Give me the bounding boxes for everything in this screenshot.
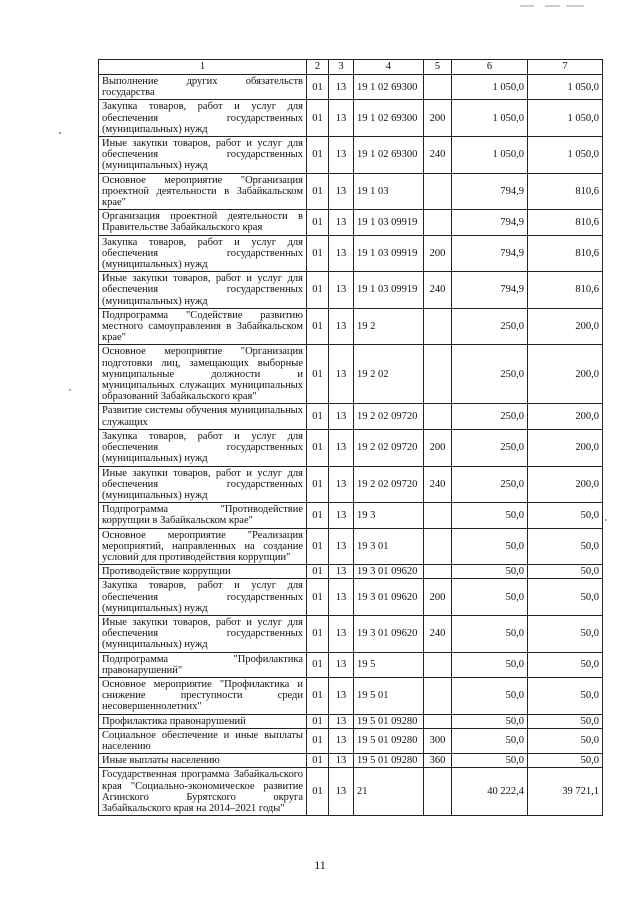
row-name: Иные выплаты населению — [99, 754, 307, 768]
row-name: Иные закупки товаров, работ и услуг для обеспечения государственных (муниципальных) нужд — [99, 272, 307, 309]
amount-year-2: 810,6 — [528, 235, 603, 272]
amount-year-1: 50,0 — [452, 677, 528, 714]
column-header: 3 — [329, 60, 354, 75]
target-article-code: 19 1 02 69300 — [354, 137, 424, 174]
target-article-code: 19 1 03 — [354, 173, 424, 210]
column-header: 5 — [424, 60, 452, 75]
target-article-code: 19 1 03 09919 — [354, 272, 424, 309]
subsection-code: 13 — [329, 466, 354, 503]
amount-year-2: 50,0 — [528, 728, 603, 753]
amount-year-2: 810,6 — [528, 173, 603, 210]
table-row — [99, 173, 603, 210]
section-code: 01 — [307, 272, 329, 309]
table-row — [99, 579, 603, 616]
expense-type-code: 200 — [424, 100, 452, 137]
subsection-code: 13 — [329, 677, 354, 714]
row-name: Основное мероприятие "Реализация мероприятий, направленных на создание условий для противодействия коррупции" — [99, 528, 307, 565]
section-code: 01 — [307, 210, 329, 235]
section-code: 01 — [307, 404, 329, 429]
amount-year-2: 200,0 — [528, 345, 603, 404]
table-row — [99, 137, 603, 174]
expense-type-code — [424, 565, 452, 579]
amount-year-1: 1 050,0 — [452, 100, 528, 137]
target-article-code: 19 1 03 09919 — [354, 235, 424, 272]
row-name: Основное мероприятие "Профилактика и снижение преступности среди несовершеннолетних" — [99, 677, 307, 714]
amount-year-1: 794,9 — [452, 210, 528, 235]
expense-type-code: 240 — [424, 615, 452, 652]
amount-year-2: 50,0 — [528, 503, 603, 528]
expense-type-code — [424, 404, 452, 429]
table-row — [99, 235, 603, 272]
row-name: Закупка товаров, работ и услуг для обеспечения государственных (муниципальных) нужд — [99, 429, 307, 466]
amount-year-1: 50,0 — [452, 503, 528, 528]
target-article-code: 19 3 — [354, 503, 424, 528]
subsection-code: 13 — [329, 404, 354, 429]
section-code: 01 — [307, 768, 329, 816]
column-header: 1 — [99, 60, 307, 75]
subsection-code: 13 — [329, 728, 354, 753]
subsection-code: 13 — [329, 429, 354, 466]
subsection-code: 13 — [329, 210, 354, 235]
amount-year-1: 50,0 — [452, 579, 528, 616]
amount-year-2: 39 721,1 — [528, 768, 603, 816]
section-code: 01 — [307, 100, 329, 137]
expense-type-code: 200 — [424, 429, 452, 466]
amount-year-1: 250,0 — [452, 429, 528, 466]
target-article-code: 19 2 — [354, 308, 424, 345]
expense-type-code: 200 — [424, 235, 452, 272]
budget-table — [98, 59, 603, 816]
table-row — [99, 308, 603, 345]
table-row — [99, 210, 603, 235]
amount-year-1: 1 050,0 — [452, 137, 528, 174]
subsection-code: 13 — [329, 579, 354, 616]
subsection-code: 13 — [329, 528, 354, 565]
subsection-code: 13 — [329, 173, 354, 210]
subsection-code: 13 — [329, 75, 354, 100]
section-code: 01 — [307, 345, 329, 404]
amount-year-2: 50,0 — [528, 754, 603, 768]
table-row — [99, 677, 603, 714]
row-name: Организация проектной деятельности в Правительстве Забайкальского края — [99, 210, 307, 235]
section-code: 01 — [307, 466, 329, 503]
section-code: 01 — [307, 75, 329, 100]
target-article-code: 19 1 02 69300 — [354, 75, 424, 100]
subsection-code: 13 — [329, 652, 354, 677]
table-row — [99, 615, 603, 652]
target-article-code: 19 5 01 09280 — [354, 714, 424, 728]
table-row — [99, 429, 603, 466]
table-row — [99, 528, 603, 565]
page-number: 11 — [314, 858, 326, 872]
expense-type-code — [424, 768, 452, 816]
target-article-code: 19 2 02 09720 — [354, 429, 424, 466]
row-name: Социальное обеспечение и иные выплаты населению — [99, 728, 307, 753]
amount-year-2: 50,0 — [528, 714, 603, 728]
expense-type-code — [424, 652, 452, 677]
row-name: Подпрограмма "Противодействие коррупции в Забайкальском крае" — [99, 503, 307, 528]
subsection-code: 13 — [329, 714, 354, 728]
target-article-code: 19 3 01 09620 — [354, 565, 424, 579]
row-name: Закупка товаров, работ и услуг для обеспечения государственных (муниципальных) нужд — [99, 100, 307, 137]
subsection-code: 13 — [329, 503, 354, 528]
target-article-code: 19 1 03 09919 — [354, 210, 424, 235]
column-number-row — [99, 60, 603, 75]
amount-year-2: 200,0 — [528, 404, 603, 429]
row-name: Государственная программа Забайкальского края "Социально-экономическое развитие Агинского Бурятского округа Забайкальского края на 2014–2021 годы" — [99, 768, 307, 816]
amount-year-1: 50,0 — [452, 728, 528, 753]
row-name: Закупка товаров, работ и услуг для обеспечения государственных (муниципальных) нужд — [99, 235, 307, 272]
expense-type-code — [424, 173, 452, 210]
target-article-code: 19 3 01 09620 — [354, 615, 424, 652]
amount-year-2: 50,0 — [528, 615, 603, 652]
section-code: 01 — [307, 173, 329, 210]
table-row — [99, 565, 603, 579]
amount-year-2: 50,0 — [528, 677, 603, 714]
expense-type-code — [424, 503, 452, 528]
expense-type-code — [424, 75, 452, 100]
row-name: Подпрограмма "Содействие развитию местного самоуправления в Забайкальском крае" — [99, 308, 307, 345]
amount-year-1: 250,0 — [452, 308, 528, 345]
column-header: 6 — [452, 60, 528, 75]
amount-year-2: 50,0 — [528, 579, 603, 616]
amount-year-1: 794,9 — [452, 272, 528, 309]
section-code: 01 — [307, 579, 329, 616]
target-article-code: 19 5 01 09280 — [354, 728, 424, 753]
row-name: Иные закупки товаров, работ и услуг для обеспечения государственных (муниципальных) нужд — [99, 137, 307, 174]
target-article-code: 19 2 02 09720 — [354, 466, 424, 503]
table-row — [99, 75, 603, 100]
amount-year-1: 50,0 — [452, 528, 528, 565]
amount-year-1: 1 050,0 — [452, 75, 528, 100]
subsection-code: 13 — [329, 565, 354, 579]
amount-year-1: 250,0 — [452, 345, 528, 404]
section-code: 01 — [307, 565, 329, 579]
amount-year-2: 810,6 — [528, 210, 603, 235]
amount-year-1: 794,9 — [452, 173, 528, 210]
subsection-code: 13 — [329, 754, 354, 768]
row-name: Иные закупки товаров, работ и услуг для обеспечения государственных (муниципальных) нужд — [99, 615, 307, 652]
amount-year-2: 1 050,0 — [528, 137, 603, 174]
row-name: Основное мероприятие "Организация проектной деятельности в Забайкальском крае" — [99, 173, 307, 210]
expense-type-code — [424, 714, 452, 728]
table-row — [99, 652, 603, 677]
column-header: 7 — [528, 60, 603, 75]
row-name: Основное мероприятие "Организация подготовки лиц, замещающих выборные муниципальные должности и муниципальных служащих муниципальных образований Забайкальского края" — [99, 345, 307, 404]
subsection-code: 13 — [329, 768, 354, 816]
row-name: Закупка товаров, работ и услуг для обеспечения государственных (муниципальных) нужд — [99, 579, 307, 616]
target-article-code: 19 2 02 — [354, 345, 424, 404]
amount-year-1: 50,0 — [452, 652, 528, 677]
target-article-code: 19 5 — [354, 652, 424, 677]
subsection-code: 13 — [329, 272, 354, 309]
table-row — [99, 345, 603, 404]
expense-type-code — [424, 677, 452, 714]
section-code: 01 — [307, 677, 329, 714]
amount-year-1: 50,0 — [452, 615, 528, 652]
subsection-code: 13 — [329, 345, 354, 404]
target-article-code: 19 5 01 — [354, 677, 424, 714]
amount-year-1: 250,0 — [452, 466, 528, 503]
section-code: 01 — [307, 308, 329, 345]
expense-type-code — [424, 528, 452, 565]
expense-type-code: 240 — [424, 272, 452, 309]
table-row — [99, 714, 603, 728]
expense-type-code — [424, 308, 452, 345]
target-article-code: 21 — [354, 768, 424, 816]
table-row — [99, 404, 603, 429]
table-row — [99, 768, 603, 816]
target-article-code: 19 1 02 69300 — [354, 100, 424, 137]
target-article-code: 19 5 01 09280 — [354, 754, 424, 768]
target-article-code: 19 3 01 — [354, 528, 424, 565]
amount-year-1: 50,0 — [452, 714, 528, 728]
amount-year-2: 50,0 — [528, 652, 603, 677]
section-code: 01 — [307, 235, 329, 272]
amount-year-2: 200,0 — [528, 466, 603, 503]
amount-year-1: 50,0 — [452, 754, 528, 768]
expense-type-code — [424, 345, 452, 404]
section-code: 01 — [307, 429, 329, 466]
section-code: 01 — [307, 528, 329, 565]
subsection-code: 13 — [329, 308, 354, 345]
row-name: Иные закупки товаров, работ и услуг для обеспечения государственных (муниципальных) нужд — [99, 466, 307, 503]
table-row — [99, 466, 603, 503]
expense-type-code: 240 — [424, 137, 452, 174]
section-code: 01 — [307, 714, 329, 728]
section-code: 01 — [307, 137, 329, 174]
subsection-code: 13 — [329, 100, 354, 137]
expense-type-code — [424, 210, 452, 235]
amount-year-2: 50,0 — [528, 565, 603, 579]
amount-year-2: 200,0 — [528, 308, 603, 345]
target-article-code: 19 3 01 09620 — [354, 579, 424, 616]
table-row — [99, 100, 603, 137]
table-body — [99, 75, 603, 816]
row-name: Подпрограмма "Профилактика правонарушений" — [99, 652, 307, 677]
expense-type-code: 200 — [424, 579, 452, 616]
column-header: 4 — [354, 60, 424, 75]
section-code: 01 — [307, 754, 329, 768]
amount-year-1: 794,9 — [452, 235, 528, 272]
row-name: Противодействие коррупции — [99, 565, 307, 579]
expense-type-code: 240 — [424, 466, 452, 503]
section-code: 01 — [307, 503, 329, 528]
target-article-code: 19 2 02 09720 — [354, 404, 424, 429]
amount-year-2: 1 050,0 — [528, 75, 603, 100]
subsection-code: 13 — [329, 615, 354, 652]
row-name: Профилактика правонарушений — [99, 714, 307, 728]
row-name: Выполнение других обязательств государства — [99, 75, 307, 100]
row-name: Развитие системы обучения муниципальных служащих — [99, 404, 307, 429]
section-code: 01 — [307, 652, 329, 677]
table-row — [99, 754, 603, 768]
column-header: 2 — [307, 60, 329, 75]
amount-year-1: 250,0 — [452, 404, 528, 429]
amount-year-2: 1 050,0 — [528, 100, 603, 137]
subsection-code: 13 — [329, 137, 354, 174]
expense-type-code: 360 — [424, 754, 452, 768]
amount-year-1: 40 222,4 — [452, 768, 528, 816]
amount-year-1: 50,0 — [452, 565, 528, 579]
subsection-code: 13 — [329, 235, 354, 272]
table-row — [99, 272, 603, 309]
amount-year-2: 810,6 — [528, 272, 603, 309]
section-code: 01 — [307, 615, 329, 652]
amount-year-2: 50,0 — [528, 528, 603, 565]
amount-year-2: 200,0 — [528, 429, 603, 466]
table-row — [99, 728, 603, 753]
section-code: 01 — [307, 728, 329, 753]
table-row — [99, 503, 603, 528]
expense-type-code: 300 — [424, 728, 452, 753]
